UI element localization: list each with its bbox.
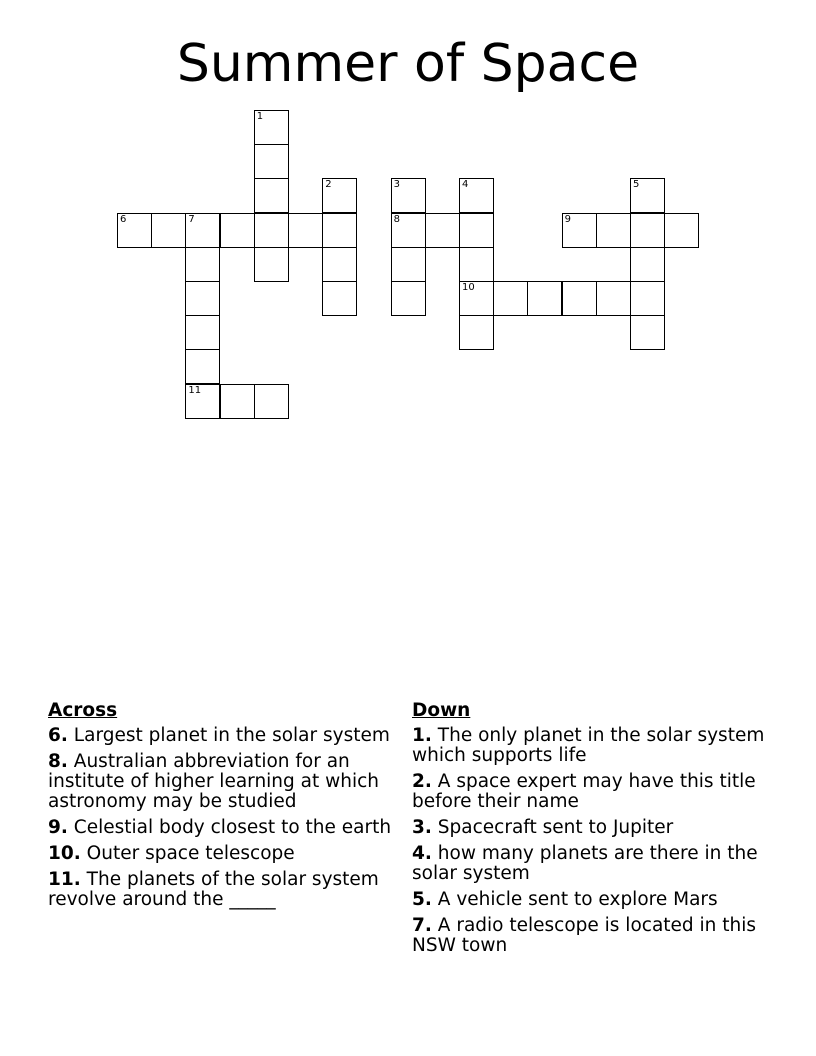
crossword-cell[interactable] [254, 144, 289, 179]
crossword-cell[interactable] [459, 213, 494, 248]
crossword-cell[interactable] [117, 213, 152, 248]
clue-number-label: 5. [412, 889, 432, 910]
crossword-cell[interactable] [493, 281, 528, 316]
clue-text: The planets of the solar system revolve around the _____ [48, 869, 379, 910]
clue-number-label: 11. [48, 869, 81, 890]
clue-text: A vehicle sent to explore Mars [437, 889, 718, 910]
crossword-cell[interactable] [459, 178, 494, 213]
down-clue [412, 818, 768, 838]
down-clue [412, 844, 768, 884]
crossword-cell[interactable] [185, 349, 220, 384]
crossword-cell[interactable] [596, 213, 631, 248]
clue-number: 11 [188, 384, 202, 396]
clue-number-label: 3. [412, 817, 432, 838]
clue-number: 2 [325, 179, 332, 191]
crossword-cell[interactable] [391, 178, 426, 213]
crossword-cell[interactable] [185, 315, 220, 350]
across-clues [48, 700, 404, 916]
crossword-cell[interactable] [220, 384, 255, 419]
clue-text: Australian abbreviation for an institute of higher learning at which astronomy may be studied [48, 751, 380, 812]
crossword-cell[interactable] [630, 281, 665, 316]
crossword-cell[interactable] [185, 281, 220, 316]
clue-number: 8 [393, 213, 400, 225]
crossword-cell[interactable] [664, 213, 699, 248]
crossword-cell[interactable] [254, 178, 289, 213]
down-clue [412, 772, 768, 812]
crossword-cell[interactable] [220, 213, 255, 248]
clue-number-label: 6. [48, 725, 68, 746]
clue-number-label: 8. [48, 751, 68, 772]
clue-number-label: 4. [412, 843, 432, 864]
clue-text: A radio telescope is located in this NSW town [412, 915, 757, 956]
page-title: Summer of Space [176, 34, 640, 94]
crossword-cell[interactable] [391, 281, 426, 316]
crossword-cell[interactable] [562, 213, 597, 248]
crossword-cell[interactable] [527, 281, 562, 316]
clue-number-label: 2. [412, 771, 432, 792]
crossword-cell[interactable] [630, 213, 665, 248]
crossword-cell[interactable] [254, 247, 289, 282]
crossword-cell[interactable] [630, 247, 665, 282]
clue-number-label: 10. [48, 843, 81, 864]
clue-text: Outer space telescope [86, 843, 295, 864]
across-clue [48, 726, 404, 746]
down-heading: Down [412, 700, 471, 721]
clue-text: how many planets are there in the solar system [412, 843, 758, 884]
crossword-cell[interactable] [185, 247, 220, 282]
crossword-cell[interactable] [254, 384, 289, 419]
clue-number: 3 [393, 179, 400, 191]
clue-number-label: 7. [412, 915, 432, 936]
crossword-cell[interactable] [288, 213, 323, 248]
crossword-cell[interactable] [459, 247, 494, 282]
clue-number: 6 [120, 213, 127, 225]
down-clue [412, 916, 768, 956]
across-clue [48, 752, 404, 812]
crossword-cell[interactable] [425, 213, 460, 248]
crossword-cell[interactable] [391, 213, 426, 248]
down-clue [412, 890, 768, 910]
clue-number: 7 [188, 213, 195, 225]
crossword-cell[interactable] [322, 178, 357, 213]
crossword-cell[interactable] [322, 213, 357, 248]
clue-text: A space expert may have this title before their name [412, 771, 756, 812]
clue-text: Spacecraft sent to Jupiter [437, 817, 674, 838]
clue-text: Celestial body closest to the earth [73, 817, 392, 838]
crossword-cell[interactable] [322, 281, 357, 316]
crossword-cell[interactable] [151, 213, 186, 248]
crossword-cell[interactable] [459, 315, 494, 350]
clue-number: 9 [564, 213, 571, 225]
across-clue [48, 818, 404, 838]
crossword-cell[interactable] [254, 110, 289, 145]
across-clue [48, 870, 404, 910]
clue-number-label: 9. [48, 817, 68, 838]
clue-text: Largest planet in the solar system [73, 725, 390, 746]
crossword-cell[interactable] [254, 213, 289, 248]
clue-number: 10 [462, 282, 475, 293]
down-clues [412, 700, 768, 962]
crossword-cell[interactable] [630, 315, 665, 350]
down-clue [412, 726, 768, 766]
clue-text: The only planet in the solar system which supports life [412, 725, 765, 766]
clue-number: 4 [462, 179, 469, 191]
clue-number: 1 [256, 111, 264, 122]
crossword-cell[interactable] [596, 281, 631, 316]
across-heading: Across [48, 700, 118, 721]
crossword-cell[interactable] [630, 178, 665, 213]
crossword-cell[interactable] [322, 247, 357, 282]
crossword-cell[interactable] [562, 281, 597, 316]
crossword-cell[interactable] [459, 281, 494, 316]
crossword-cell[interactable] [185, 213, 220, 248]
across-clue [48, 844, 404, 864]
clue-number: 5 [633, 179, 640, 191]
crossword-cell[interactable] [391, 247, 426, 282]
crossword-cell[interactable] [185, 384, 220, 419]
clue-number-label: 1. [412, 725, 432, 746]
